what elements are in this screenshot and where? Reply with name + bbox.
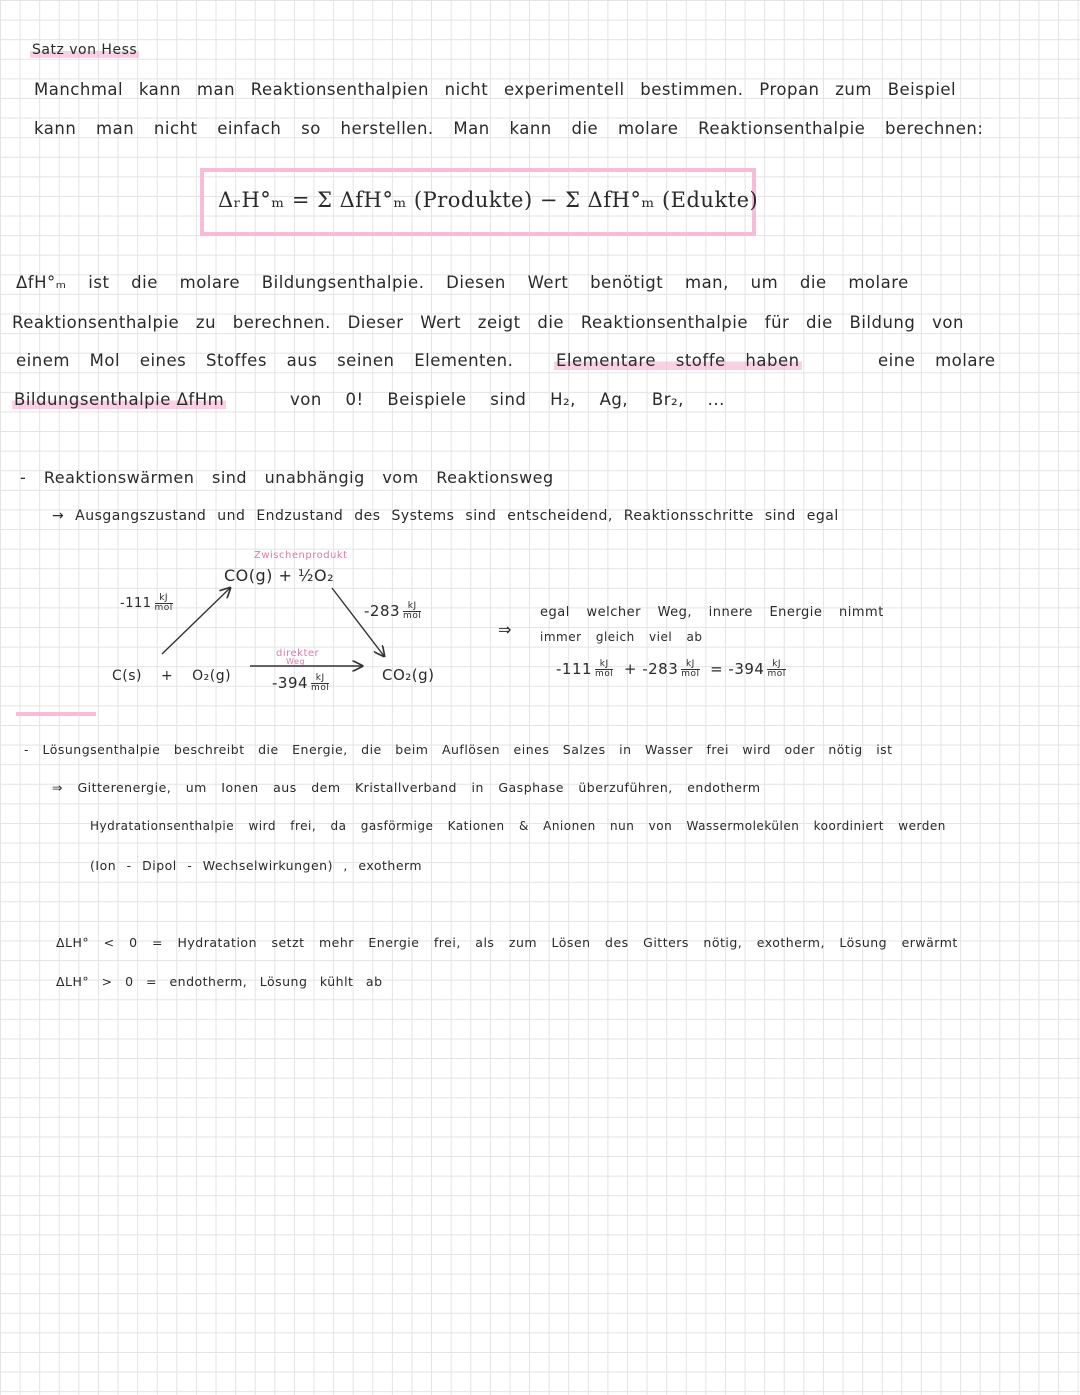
loesung-line-1: - Lösungsenthalpie beschreibt die Energie, die beim Auflösen eines Salzes in Wasser frei wird oder nötig ist	[24, 742, 893, 757]
conclusion-line-1: egal welcher Weg, innere Energie nimmt	[540, 605, 884, 620]
right-enthalpy-value: -283 $\frac{kJ}{\text{mol}}$	[364, 601, 422, 621]
intermediate-label: Zwischenprodukt	[254, 550, 348, 561]
reaktionsweg-bullet: - Reaktionswärmen sind unabhängig vom Reaktionsweg	[20, 468, 554, 487]
arrow-intermediate-to-end	[332, 588, 384, 656]
delta-positive: ΔLH° > 0 = endotherm, Lösung kühlt ab	[56, 974, 383, 989]
direct-path-label-1: direkter	[276, 648, 320, 659]
reaktionsweg-arrow-line: → Ausgangszustand und Endzustand des Systems sind entscheidend, Reaktionsschritte sind egal	[52, 508, 839, 524]
hess-formula: ΔᵣH°ₘ = Σ ΔfH°ₘ (Produkte) − Σ ΔfH°ₘ (Edukte)	[218, 188, 759, 212]
end-species: CO₂(g)	[382, 666, 435, 684]
delta-negative: ΔLH° < 0 = Hydratation setzt mehr Energie frei, als zum Lösen des Gitters nötig, exotherm, Lösung erwärmt	[56, 935, 958, 950]
intro-line-2: kann man nicht einfach so herstellen. Man kann die molare Reaktionsenthalpie berechnen:	[34, 119, 984, 138]
conclusion-calc: -111 $\frac{kJ}{\text{mol}}$ + -283 $\frac{kJ}{\text{mol}}$ = -394 $\frac{kJ}{\text{mol}}$	[556, 659, 786, 679]
bildung-line-3a: einem Mol eines Stoffes aus seinen Elementen.	[16, 351, 514, 370]
direct-path-value: -394 $\frac{kJ}{\text{mol}}$	[272, 673, 330, 693]
bildung-line-3b: Elementare stoffe haben	[556, 351, 800, 370]
conclusion-line-2: immer gleich viel ab	[540, 630, 703, 644]
bildung-line-3c: eine molare	[878, 351, 996, 370]
start-species: C(s) + O₂(g)	[112, 668, 232, 684]
loesung-line-4: (Ion - Dipol - Wechselwirkungen) , exotherm	[90, 858, 423, 873]
direct-path-label-2: Weg	[286, 657, 305, 666]
bildung-line-2: Reaktionsenthalpie zu berechnen. Dieser Wert zeigt die Reaktionsenthalpie für die Bildung von	[12, 313, 964, 332]
conclusion-arrow: ⇒	[498, 620, 512, 639]
section-separator	[16, 712, 96, 716]
bildung-line-4a: Bildungsenthalpie ΔfHm	[14, 390, 225, 409]
loesung-line-2: ⇒ Gitterenergie, um Ionen aus dem Kristallverband in Gasphase überzuführen, endotherm	[52, 780, 761, 795]
loesung-line-3: Hydratationsenthalpie wird frei, da gasförmige Kationen & Anionen nun von Wassermolekülen koordiniert werden	[90, 819, 946, 833]
bildung-line-4b: von 0! Beispiele sind H₂, Ag, Br₂, ...	[290, 390, 725, 409]
page-title: Satz von Hess	[32, 42, 138, 58]
intermediate-species: CO(g) + ½O₂	[224, 566, 334, 585]
intro-line-1: Manchmal kann man Reaktionsenthalpien nicht experimentell bestimmen. Propan zum Beispiel	[34, 80, 957, 99]
bildung-line-1: ΔfH°ₘ ist die molare Bildungsenthalpie. Diesen Wert benötigt man, um die molare	[16, 273, 909, 292]
left-enthalpy-value: -111 $\frac{kJ}{\text{mol}}$	[120, 593, 173, 613]
